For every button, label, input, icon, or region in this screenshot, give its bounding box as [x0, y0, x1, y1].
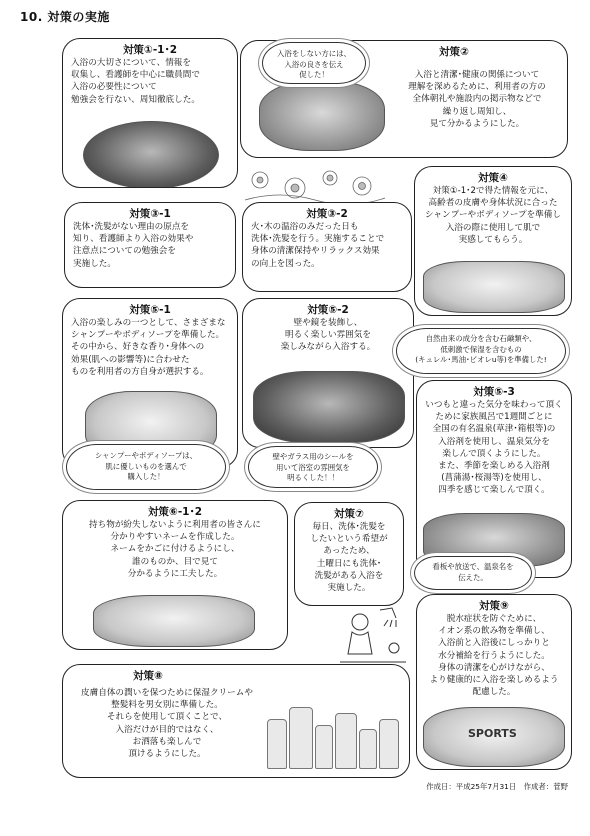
measure-8-title: 対策⑧ — [133, 670, 163, 682]
measure-7-box — [294, 502, 404, 606]
measure-1-box — [62, 38, 238, 188]
flower-decoration-icon — [240, 160, 390, 205]
cloud-wall-stickers: 壁やガラス用のシールを 用いて浴室の雰囲気を 明るくした！！ — [248, 446, 378, 488]
sports-drink-photo — [423, 707, 565, 767]
measure-5-3-box — [416, 380, 572, 578]
measure-6-title: 対策⑥-1･2 — [147, 506, 203, 518]
measure-9-box — [416, 594, 572, 770]
decorated-wall-photo — [253, 371, 405, 443]
measure-4-box — [414, 166, 572, 316]
measure-5-2-box — [242, 298, 414, 448]
measure-2-title: 対策② — [439, 46, 469, 58]
measure-5-1-title: 対策⑤-1 — [129, 304, 171, 316]
notice-board-photo — [259, 81, 385, 151]
page-heading: 10. 対策の実施 — [20, 10, 110, 24]
cloud-gentle-shampoo: シャンプーやボディソープは、 肌に優しいものを選んで 購入した！ — [66, 444, 226, 490]
cloud-natural-soaps: 自然由来の成分を含む石鹸類や、 低刺激で保湿を含むもの (キュレル･馬油･ビオレu等)を準備した! — [396, 328, 566, 374]
measure-3-2-title: 対策③-2 — [306, 208, 348, 220]
measure-3-1-title: 対策③-1 — [129, 208, 171, 220]
measure-5-2-title: 対策⑤-2 — [307, 304, 349, 316]
measure-7-text: 毎日、洗体･洗髪を したいという希望が あったため、 土曜日にも洗体･ 洗髪がある入浴を 実施した。 — [310, 522, 388, 594]
name-basket-photo — [93, 595, 255, 647]
measure-5-3-title: 対策⑤-3 — [473, 386, 515, 398]
measure-6-text: 持ち物が紛失しないように利用者の皆さんに 分かりやすいネームを作成した。 ネームをかごに付けるようにし、 誰のものか、目で見て 分かるように工夫した。 — [89, 520, 261, 579]
measure-8-box — [62, 664, 410, 778]
measure-5-2-text: 壁や鏡を装飾し、 明るく楽しい雰囲気を 楽しみながら入浴する。 — [280, 318, 376, 353]
cloud-onsen-names: 看板や放送で、温泉名を 伝えた。 — [414, 556, 532, 590]
measure-3-1-text: 洗体･洗髪がない理由の原点を 知り、看護師より入浴の効果や 注意点についての勉強会を 実施した。 — [73, 222, 194, 269]
measure-7-title: 対策⑦ — [334, 508, 364, 520]
measure-5-3-text: いつもと違った気分を味わって頂く ために家族風呂で1週間ごとに 全国の有名温泉(草津･箱根等)の 入浴剤を使用し、温泉気分を 楽しんで頂くようにした。 また、季節を楽しめる入浴剤 (菖蒲湯･桜湯等)を使用し、 四季を感じて楽しんで頂く。 — [425, 400, 563, 496]
measure-8-text: 皮膚自体の潤いを保つために保湿クリームや 整髪料を男女別に準備した。 それらを使用して頂くことで、 入浴だけが目的ではなく、 お洒落も楽しんで 頂けるようにした。 — [81, 688, 253, 760]
measure-1-text: 入浴の大切さについて、情報を 収集し、看護師を中心に職員間で 入浴の必要性について 勉強会を行ない、周知徹底した。 — [71, 58, 200, 105]
measure-3-2-box — [242, 202, 412, 292]
measure-1-title: 対策①-1･2 — [122, 44, 178, 56]
measure-9-title: 対策⑨ — [479, 600, 509, 612]
sports-drink-label: SPORTS — [468, 727, 517, 740]
measure-3-2-text: 火･木の温浴のみだった日も 洗体･洗髪を行う。実施することで 身体の清潔保持やリラックス効果 の向上を図った。 — [251, 222, 385, 269]
measure-9-text: 脱水症状を防ぐために、 イオン系の飲み物を準備し、 入浴前と入浴後にしっかりと 水分補給を行うようにした。 身体の清潔を心がけながら、 より健康的に入浴を楽しめるよう 配慮した。 — [429, 614, 559, 698]
footer-author-date: 作成日：平成25年7月31日 作成者：菅野 — [426, 782, 568, 791]
cloud-encourage-bathing: 入浴をしない方には、 入浴の良さを伝え 促した！ — [262, 42, 366, 84]
soap-bottles-photo — [423, 261, 565, 313]
cream-bottles-photo — [263, 699, 403, 771]
measure-4-text: 対策①-1･2で得た情報を元に、 高齢者の皮膚や身体状況に合った シャンプーやボディソープを準備し 入浴の際に使用して肌で 実感してもらう。 — [425, 186, 561, 245]
measure-5-1-box — [62, 298, 238, 468]
shower-illustration-icon — [330, 604, 416, 666]
measure-6-box — [62, 500, 288, 650]
study-session-photo — [83, 121, 219, 188]
measure-4-title: 対策④ — [478, 172, 508, 184]
measure-5-1-text: 入浴の楽しみの一つとして、さまざまな シャンプーやボディソープを準備した。 その中から、好きな香り･身体への 効果(肌への影響等)に合わせた ものを利用者の方自身が選択する。 — [71, 318, 226, 377]
measure-3-1-box — [64, 202, 236, 288]
measure-2-text: 入浴と清潔･健康の関係について 理解を深めるために、利用者の方の 全体朝礼や施設内の掲示物などで 繰り返し周知し、 見て分かるようにした。 — [408, 70, 546, 129]
